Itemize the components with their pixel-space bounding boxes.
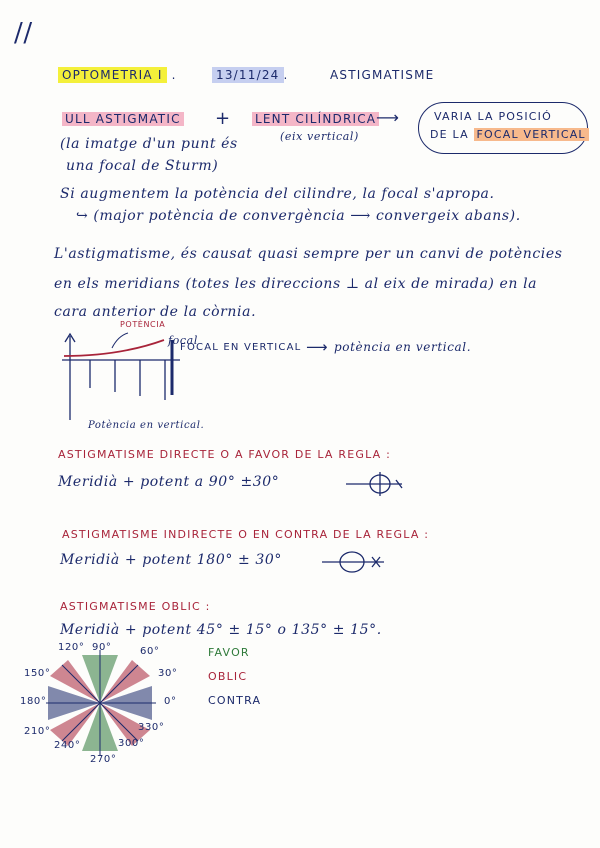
oblique-line: Meridià + potent 45° ± 15° o 135° ± 15°.: [60, 622, 382, 638]
result-line-2-pre: DE LA: [430, 128, 469, 141]
eix-vertical-note: (eix vertical): [280, 130, 359, 143]
direct-line: Meridià + potent a 90° ±30°: [58, 474, 280, 490]
direct-title: ASTIGMATISME DIRECTE O A FAVOR DE LA REGLA :: [58, 448, 391, 461]
arrow-1: ⟶: [376, 108, 400, 127]
indirect-title: ASTIGMATISME INDIRECTE O EN CONTRA DE LA REGLA :: [62, 528, 430, 541]
header: OPTOMETRIA I .: [58, 68, 177, 82]
wheel-label-0: 0°: [164, 696, 177, 707]
indirect-astig-symbol: [322, 552, 384, 572]
paragraph-line-1: L'astigmatisme, és causat quasi sempre per un canvi de potències: [54, 246, 563, 262]
topic-title: ASTIGMATISME: [330, 68, 435, 82]
indirect-line: Meridià + potent 180° ± 30°: [60, 552, 282, 568]
paragraph-line-3: cara anterior de la còrnia.: [54, 304, 257, 320]
wheel-label-120: 120°: [58, 642, 85, 653]
legend-contra: CONTRA: [208, 694, 262, 707]
term2-text: LENT CILÍNDRICA: [252, 112, 379, 126]
sentence-augment-b: ↪ (major potència de convergència ⟶ convergeix abans).: [76, 208, 521, 224]
potencia-vertical-bottom: Potència en vertical.: [88, 420, 205, 431]
direct-astig-symbol: [346, 472, 402, 496]
imatge-note-1: (la imatge d'un punt és: [60, 136, 238, 152]
legend-oblic: OBLIC: [208, 670, 248, 683]
corner-mark: //: [14, 18, 33, 48]
term1-text: ULL ASTIGMATIC: [62, 112, 184, 126]
focal-vertical-label: FOCAL EN VERTICAL: [180, 342, 302, 353]
wheel-label-180: 180°: [20, 696, 47, 707]
wheel-label-150: 150°: [24, 668, 51, 679]
wheel-label-90: 90°: [92, 642, 112, 653]
wheel-label-330: 330°: [138, 722, 165, 733]
wheel-label-30: 30°: [158, 668, 178, 679]
legend-favor: FAVOR: [208, 646, 250, 659]
wheel-label-270: 270°: [90, 754, 117, 765]
paragraph-line-2: en els meridians (totes les direccions ⊥ al eix de mirada) en la: [54, 276, 538, 292]
wheel-label-240: 240°: [54, 740, 81, 751]
result-line-2-highlight: FOCAL VERTICAL: [474, 128, 589, 141]
date-container: 13/11/24 .: [212, 68, 289, 82]
plus-sign: +: [215, 108, 231, 129]
oblique-title: ASTIGMATISME OBLIC :: [60, 600, 211, 613]
potencia-vertical-result: potència en vertical.: [334, 340, 472, 354]
arrow-2: ⟶: [306, 338, 329, 356]
wheel-label-210: 210°: [24, 726, 51, 737]
focal-label: focal: [168, 334, 198, 347]
date: 13/11/24: [212, 67, 284, 83]
imatge-note-2: una focal de Sturm): [66, 158, 219, 174]
power-diagram: [62, 333, 180, 420]
wheel-label-300: 300°: [118, 738, 145, 749]
wheel-label-60: 60°: [140, 646, 160, 657]
potencia-label: POTÈNCIA: [120, 320, 166, 329]
sentence-augment: Si augmentem la potència del cilindre, la focal s'apropa.: [60, 186, 495, 202]
subject-title: OPTOMETRIA I: [58, 67, 167, 83]
result-line-1: VARIA LA POSICIÓ: [434, 110, 552, 123]
